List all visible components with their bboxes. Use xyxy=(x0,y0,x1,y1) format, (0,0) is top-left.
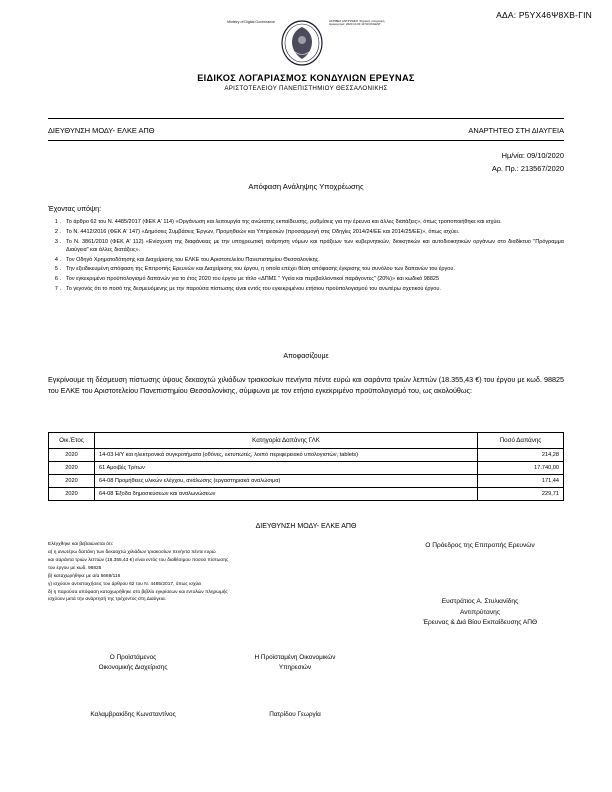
list-item-text: Το άρθρο 62 του Ν. 4485/2017 (ΦΕΚ Α' 114) «Οργάνωση και λειτουργία της ανώτατης εκπαίδευσης, ρυθμίσεις για την έρευνα και άλλες διατάξεις», όπως τροποποιήθηκε και ισχύει. xyxy=(66,219,502,225)
cell-amount: 229,71 xyxy=(478,488,564,501)
list-item-number: 5 . xyxy=(54,266,61,273)
emblem-row xyxy=(0,18,612,70)
left-title-line-2: Οικονομικής Διαχείρισης xyxy=(98,663,168,671)
decision-paragraph: Εγκρίνουμε τη δέσμευση πίστωσης ύψους δεκαοχτώ χιλιάδων τριακοσίων πενήντα πέντε ευρώ και σαράντα τριών λεπτών (18.355,43 €) του έργου με κωδ. 98825 του ΕΛΚΕ του Αριστοτελείου Πανεπιστημίου Θεσσαλονίκης, σύμφωνα με τον ετήσιο εγκεκριμένο προϋπολογισμό του, ως ακολούθως: xyxy=(48,375,564,396)
cell-year: 2020 xyxy=(49,488,95,501)
president-signature-block xyxy=(380,597,580,629)
list-item-text: Το Ν. 4412/2016 (ΦΕΚ Α' 147) «Δημόσιες Συμβάσεις Έργων, Προμηθειών και Υπηρεσιών (προσαρμογή στις Οδηγίες 2014/24/ΕΕ και 2014/25/ΕΕ)», όπως ισχύει. xyxy=(66,228,460,235)
ministry-label: Ministry of Digital Governance xyxy=(227,20,275,24)
list-item-number: 7 . xyxy=(54,285,61,292)
left-signature-title xyxy=(58,653,208,673)
protocol-line: Αρ. Πρ.: 213567/2020 xyxy=(491,163,564,173)
publication-label: ΑΝΑΡΤΗΤΕΟ ΣΤΗ ΔΙΑΥΓΕΙΑ xyxy=(468,126,564,135)
table-row xyxy=(49,449,564,462)
list-item-text: Το Ν. 3861/2010 (ΦΕΚ Α' 112) «Ενίσχυση της διαφάνειας με την υποχρεωτική ανάρτηση νόμων και πράξεων των κυβερνητικών, διοικητικών και αυτοδιοικητικών οργάνων στο διαδίκτυο "Πρόγραμμα Διαύγεια" και άλλες διατάξεις». xyxy=(66,238,564,253)
verification-line: β) καταχωρήθηκε με α/α 5669/116 xyxy=(48,573,121,579)
list-item-number: 4 . xyxy=(54,256,61,263)
verification-line: και σαράντα τριών λεπτών (18.355,43 €) είναι εντός του διαθέσιμου ποσού πίστωσης xyxy=(48,557,229,563)
date-block xyxy=(492,150,564,175)
list-item xyxy=(48,218,564,226)
organization-subtitle: ΑΡΙΣΤΟΤΕΛΕΙΟΥ ΠΑΝΕΠΙΣΤΗΜΙΟΥ ΘΕΣΣΑΛΟΝΙΚΗΣ xyxy=(224,85,388,92)
verification-block xyxy=(48,541,348,604)
verification-line: γ) ισχύουν αντιστοιχήσεις του άρθρου 62 του Ν. 4485/2017, όπως ισχύει xyxy=(48,581,202,587)
table-header-row xyxy=(49,433,564,449)
list-item-number: 6 . xyxy=(54,276,61,282)
table-row xyxy=(49,488,564,501)
left-title-line-1: Ο Προϊστάμενος xyxy=(109,654,157,661)
cell-category: 14-03 Η/Υ και ηλεκτρονικά συγκροτήματα (οθόνες, εκτυπωτές, λοιπό περιφερειακό υπολογιστών, tablets) xyxy=(95,449,478,462)
direction-center-label: ΔΙΕΥΘΥΝΣΗ ΜΟΔΥ- ΕΛΚΕ ΑΠΘ xyxy=(255,523,357,530)
list-item xyxy=(48,238,564,255)
president-role-2: Έρευνας & Διά Βίου Εκπαίδευσης ΑΠΘ xyxy=(422,619,538,627)
list-item xyxy=(48,256,564,264)
verification-line: α) η ανωτέρω δαπάνη των δεκαοχτώ χιλιάδων τριακοσίων πενήντα πέντε ευρώ xyxy=(48,549,216,555)
organization-title: ΕΙΔΙΚΟΣ ΛΟΓΑΡΙΑΣΜΟΣ ΚΟΝΔΥΛΙΩΝ ΕΡΕΥΝΑΣ xyxy=(197,73,415,83)
list-item xyxy=(48,285,564,293)
ada-code: ΑΔΑ: Ρ5ΥΧ46Ψ8ΧΒ-ΓΙΝ xyxy=(496,10,592,20)
cell-year: 2020 xyxy=(49,449,95,462)
president-title: Ο Πρόεδρος της Επιτροπής Ερευνών xyxy=(425,542,535,549)
mid-signer-name: Πατρίδου Γεωργία xyxy=(269,711,321,718)
legal-basis-list xyxy=(48,218,564,295)
list-item-text: Το γεγονός ότι το ποσό της δεσμευόμενης με την παρούσα πίστωσης είναι εντός του εγκεκριμένου ετήσιου προϋπολογισμού του ανωτέρω σχετικού έργου. xyxy=(66,285,441,292)
cell-year: 2020 xyxy=(49,475,95,488)
cell-category: 64-08 Προμήθειες υλικών ελέγχου, ανάλωσης (εργαστηριακά αναλώσιμα) xyxy=(95,475,478,488)
expense-table xyxy=(48,432,564,501)
page-title: Απόφαση Ανάληψης Υποχρέωσης xyxy=(248,182,364,191)
table-row xyxy=(49,475,564,488)
mid-signature-title xyxy=(220,653,370,673)
list-item xyxy=(48,228,564,236)
left-signer-name: Καλαμβρακίδης Κωνσταντίνος xyxy=(90,711,176,718)
verification-line: ισχύουν μετά την ανάρτησή της τρέχοντος στη Διαύγεια. xyxy=(48,597,166,603)
president-role-1: Αντιπρύτανης xyxy=(459,608,501,616)
verification-line: του έργου με κωδ. 98825 xyxy=(48,565,102,571)
header-divider xyxy=(48,118,564,119)
table-header-category: Κατηγορία Δαπάνης ΓΛΚ xyxy=(95,433,478,449)
list-item-number: 1 . xyxy=(54,219,61,225)
list-item xyxy=(48,265,564,273)
cell-category: 64-08 Έξοδα δημοσιεύσεων και αναλωνώσεων xyxy=(95,488,478,501)
cell-year: 2020 xyxy=(49,462,95,475)
cell-amount: 17.740,00 xyxy=(478,462,564,475)
table-header-year: Οικ.Έτος xyxy=(49,433,95,449)
list-item-text: Τον εγκεκριμένο προϋπολογισμό δαπανών για το έτος 2020 του έργου με τίτλο «ΔΠΜΣ " Υγεία και περιβαλλοντικοί παράγοντες" (20%)» και κωδικό 98825 xyxy=(66,276,440,282)
mid-title-line-1: Η Προϊσταμένη Οικονομικών xyxy=(254,654,336,661)
list-item-text: Την εξειδικευμένη απόφαση της Επιτροπής Ερευνών και Διαχείρισης του έργου, η οποία επέχει θέση απόφασης έγκρισης του συνόλου των δαπανών του έργου. xyxy=(66,266,455,273)
direction-divider xyxy=(48,140,564,141)
national-emblem-icon xyxy=(279,18,325,68)
date-line: Ημ/νία: 09/10/2020 xyxy=(501,151,564,160)
decide-heading: Αποφασίζουμε xyxy=(283,353,329,360)
direction-left-label: ΔΙΕΥΘΥΝΣΗ ΜΟΔΥ- ΕΛΚΕ ΑΠΘ xyxy=(48,126,155,135)
direction-row xyxy=(48,126,564,135)
mid-title-line-2: Υπηρεσιών xyxy=(278,663,312,671)
table-header-amount: Ποσό Δαπάνης xyxy=(478,433,564,449)
list-item-text: Τον Οδηγό Χρηματοδότησης και Διαχείρισης του ΕΛΚΕ του Αριστοτελείου Πανεπιστημίου Θεσσαλονίκης. xyxy=(66,256,320,263)
cell-amount: 214,28 xyxy=(478,449,564,462)
list-item xyxy=(48,275,564,283)
table-row xyxy=(49,462,564,475)
verification-title: Ελέγχθηκε και βεβαιώνεται ότι: xyxy=(48,542,114,547)
list-item-number: 2 . xyxy=(54,228,61,235)
having-regard-label: Έχοντας υπόψη: xyxy=(48,204,102,213)
digital-signature-note: ΑΚΡΙΒΕΣ ΑΝΤΙΓΡΑΦΟ Ψηφιακή υπογραφή Ημερομηνία: 2020.10.09 13:50:00 EEST xyxy=(329,19,385,27)
list-item-number: 3 . xyxy=(54,238,61,245)
verification-line: δ) η παρούσα απόφαση καταχωρήθηκε στο βιβλίο εγκρίσεων και εντολών πληρωμής xyxy=(48,589,228,595)
document-header xyxy=(0,18,612,92)
cell-category: 61 Αμοιβές Τρίτων xyxy=(95,462,478,475)
president-name: Ευστράτιος Α. Στυλιανίδης xyxy=(441,598,519,605)
cell-amount: 171,44 xyxy=(478,475,564,488)
